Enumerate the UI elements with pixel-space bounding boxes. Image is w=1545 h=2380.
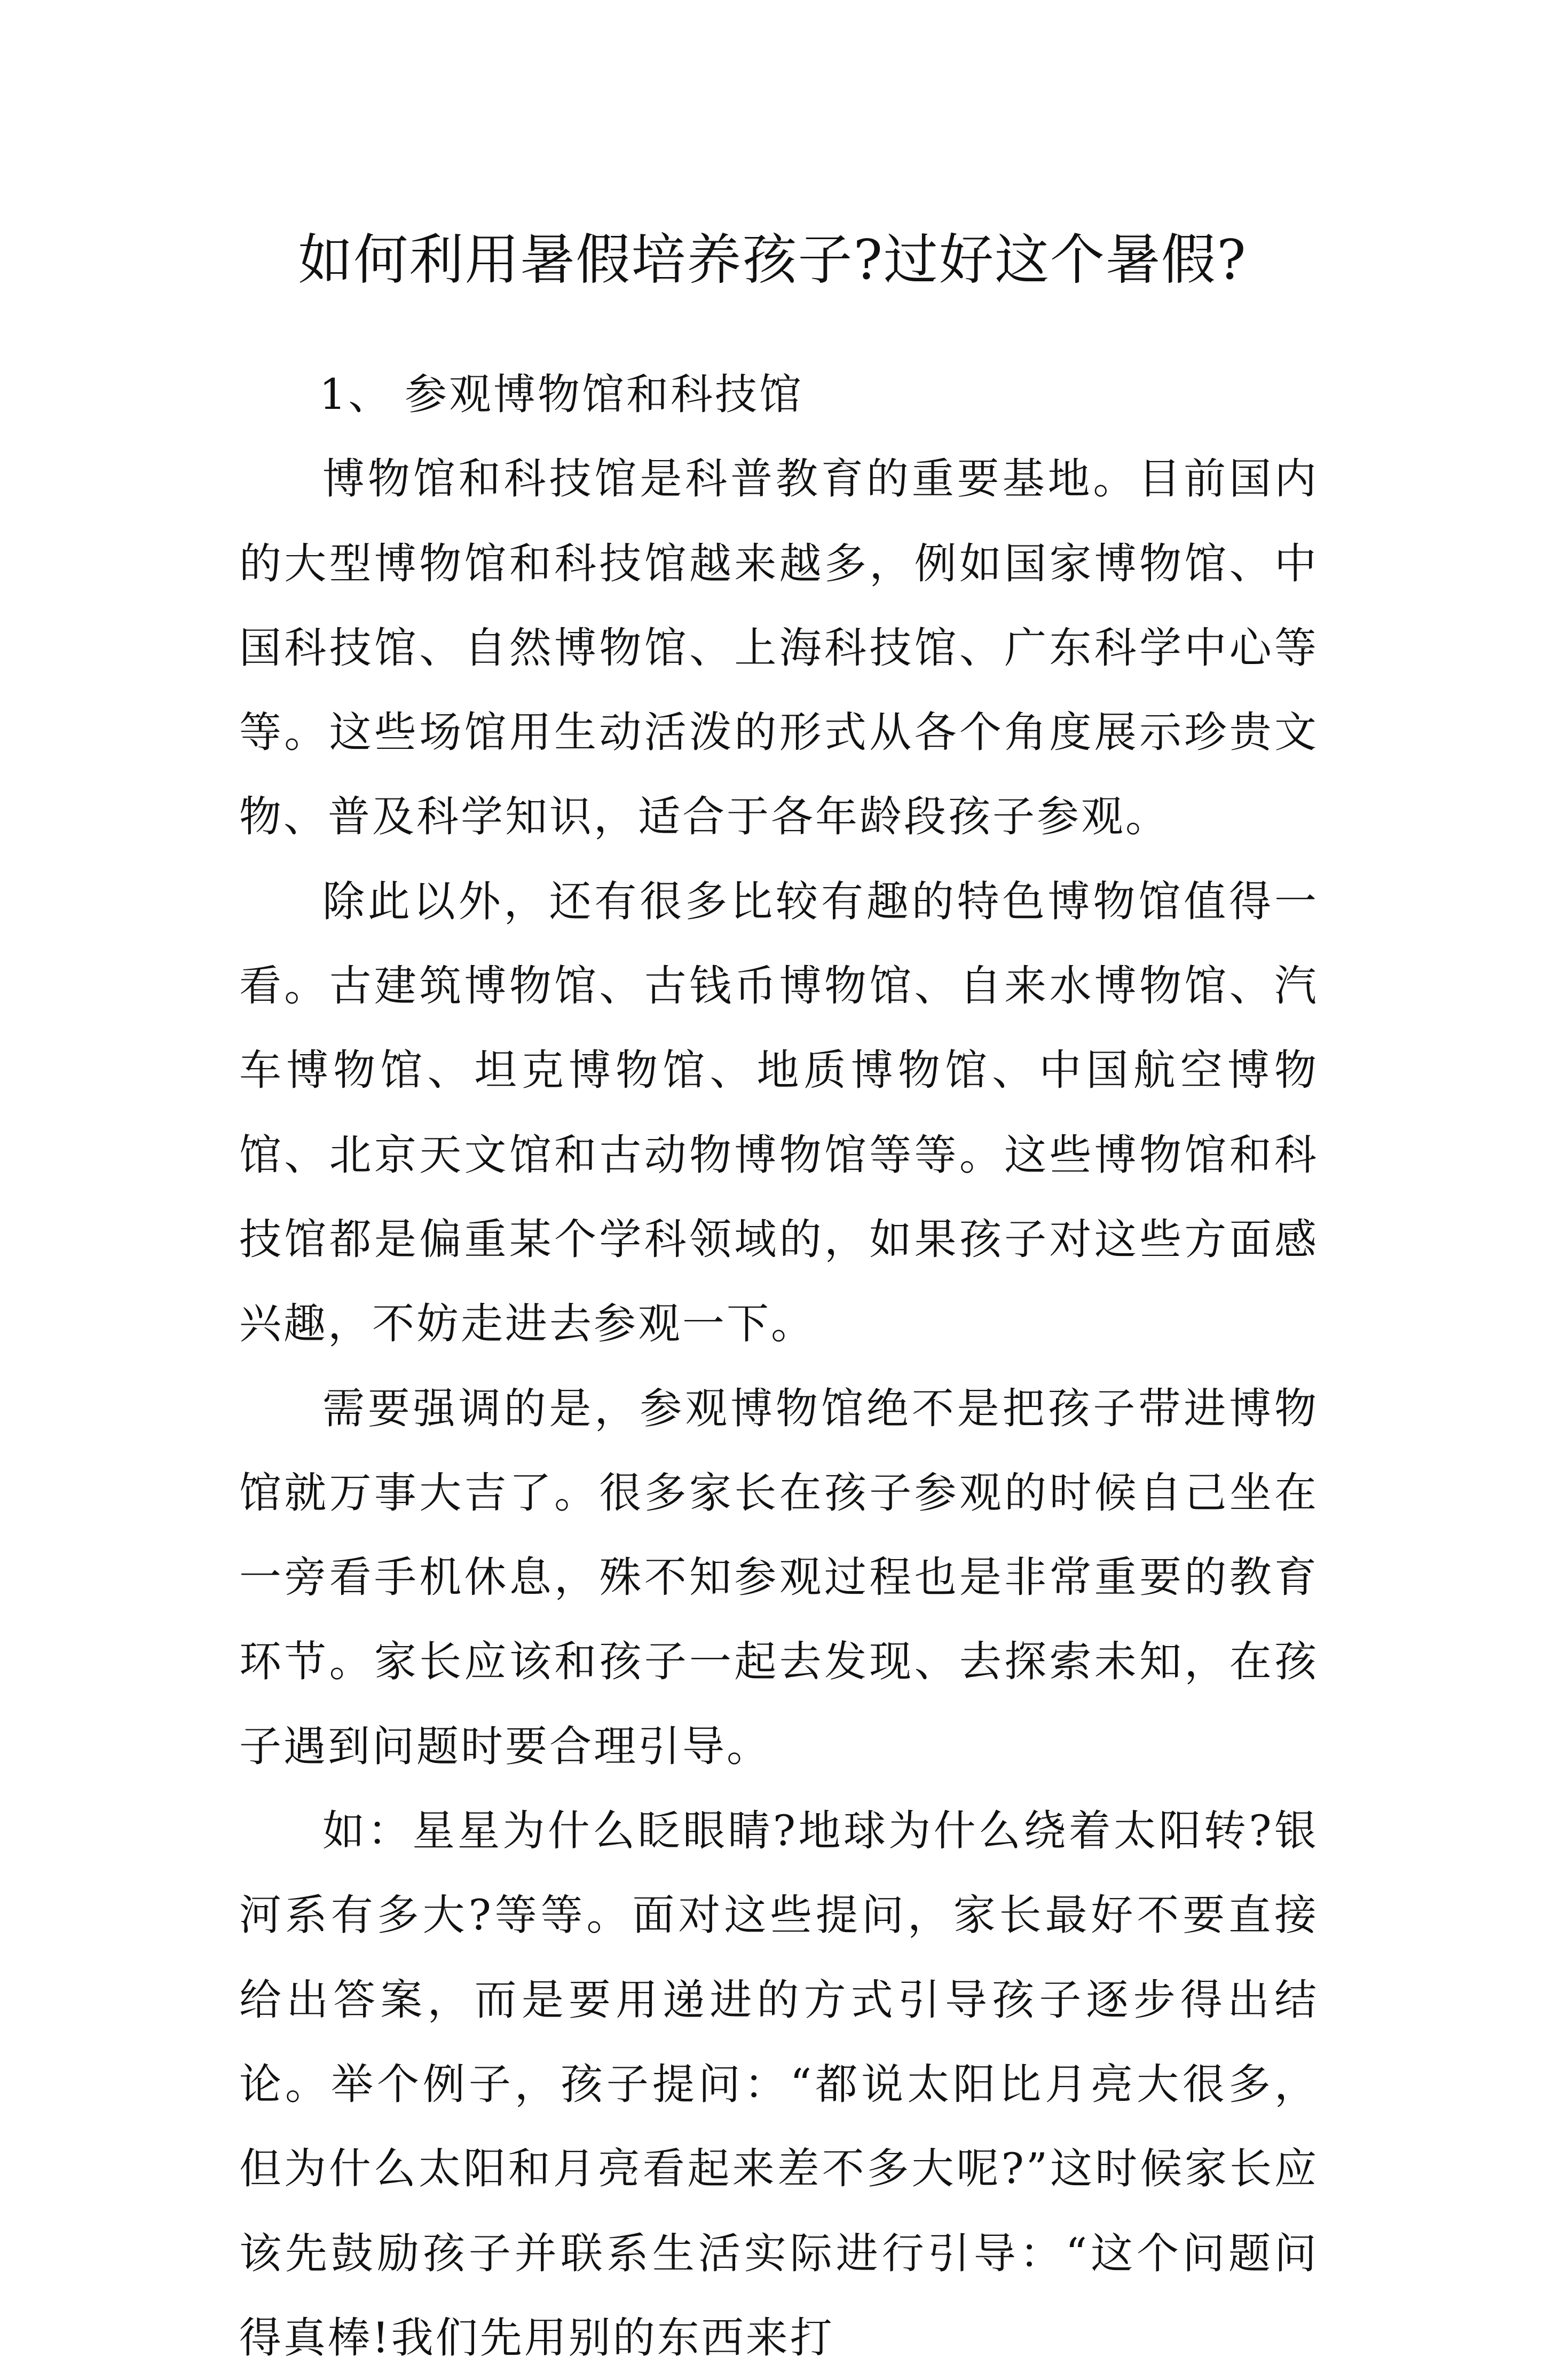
document-body bbox=[239, 352, 1319, 2380]
paragraph-4: 如：星星为什么眨眼睛?地球为什么绕着太阳转?银河系有多大?等等。面对这些提问，家长最好不要直接给出答案，而是要用递进的方式引导孩子逐步得出结论。举个例子，孩子提问：“都说太阳比月亮大很多，但为什么太阳和月亮看起来差不多大呢?”这时候家长应该先鼓励孩子并联系生活实际进行引导：“这个问题问得真棒!我们先用别的东西来打 bbox=[239, 1806, 1319, 2362]
section-heading-text: 参观博物馆和科技馆 bbox=[405, 370, 803, 419]
section-heading bbox=[239, 352, 1319, 437]
paragraph-1: 博物馆和科技馆是科普教育的重要基地。目前国内的大型博物馆和科技馆越来越多，例如国家博物馆、中国科技馆、自然博物馆、上海科技馆、广东科学中心等等。这些场馆用生动活泼的形式从各个角度展示珍贵文物、普及科学知识，适合于各年龄段孩子参观。 bbox=[239, 454, 1319, 842]
document-title: 如何利用暑假培养孩子?过好这个暑假? bbox=[298, 228, 1247, 292]
paragraph-2: 除此以外，还有很多比较有趣的特色博物馆值得一看。古建筑博物馆、古钱币博物馆、自来水博物馆、汽车博物馆、坦克博物馆、地质博物馆、中国航空博物馆、北京天文馆和古动物博物馆等等。这些博物馆和科技馆都是偏重某个学科领域的，如果孩子对这些方面感兴趣，不妨走进去参观一下。 bbox=[239, 876, 1319, 1349]
section-number: 1、 bbox=[319, 370, 393, 419]
paragraph-3: 需要强调的是，参观博物馆绝不是把孩子带进博物馆就万事大吉了。很多家长在孩子参观的时候自己坐在一旁看手机休息，殊不知参观过程也是非常重要的教育环节。家长应该和孩子一起去发现、去探索未知，在孩子遇到问题时要合理引导。 bbox=[239, 1383, 1319, 1771]
